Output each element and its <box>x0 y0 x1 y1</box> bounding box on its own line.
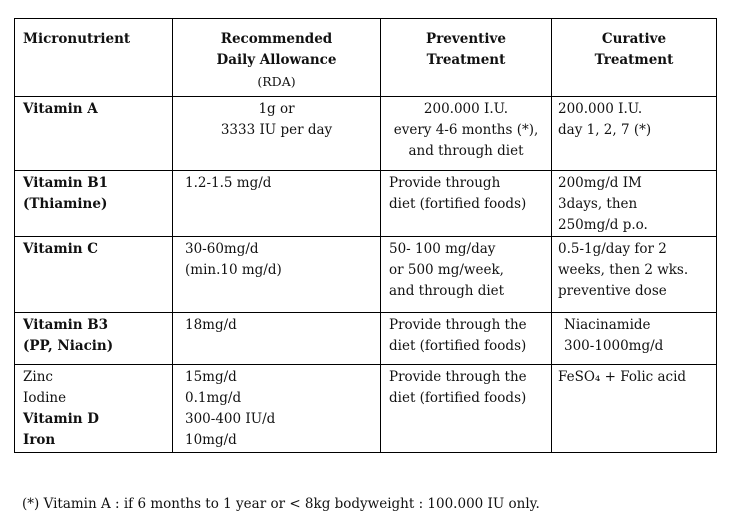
header-preventive-line2: Treatment <box>426 52 506 68</box>
cell-text: (PP, Niacin) <box>23 338 114 354</box>
header-micronutrient-text: Micronutrient <box>23 31 131 47</box>
cell-text: 200mg/d IM <box>558 175 642 191</box>
cell-text: preventive dose <box>558 283 667 299</box>
table-header-row <box>15 19 717 97</box>
cell-text: Zinc <box>23 369 53 385</box>
header-rda-sub: (RDA) <box>257 74 296 89</box>
cell-rda <box>173 313 381 365</box>
cell-text: Iron <box>23 432 56 448</box>
cell-text: weeks, then 2 wks. <box>558 262 689 278</box>
cell-text: or 500 mg/week, <box>389 262 504 278</box>
cell-preventive <box>381 97 552 171</box>
cell-micronutrient <box>15 97 173 171</box>
header-preventive <box>381 19 552 97</box>
cell-text: Niacinamide <box>564 317 651 333</box>
cell-rda <box>173 171 381 237</box>
cell-text: 3333 IU per day <box>220 122 333 138</box>
cell-text: and through diet <box>389 283 505 299</box>
cell-text: 200.000 I.U. <box>423 101 509 117</box>
cell-text: FeSO₄ + Folic acid <box>558 369 687 385</box>
cell-text: 200.000 I.U. <box>558 101 643 117</box>
cell-preventive <box>381 313 552 365</box>
cell-text: 1.2-1.5 mg/d <box>185 175 272 191</box>
cell-micronutrient <box>15 313 173 365</box>
cell-text: Vitamin B1 <box>23 175 109 191</box>
cell-text: (min.10 mg/d) <box>185 262 282 278</box>
header-curative <box>552 19 717 97</box>
header-micronutrient <box>15 19 173 97</box>
cell-text: Provide through the <box>389 369 527 385</box>
cell-rda <box>173 237 381 313</box>
header-preventive-line1: Preventive <box>426 31 506 47</box>
cell-curative <box>552 313 717 365</box>
footnote: (*) Vitamin A : if 6 months to 1 year or < 8kg bodyweight : 100.000 IU only. <box>22 496 540 512</box>
cell-micronutrient <box>15 365 173 453</box>
cell-preventive <box>381 237 552 313</box>
cell-curative <box>552 171 717 237</box>
cell-text: 0.5-1g/day for 2 <box>558 241 667 257</box>
cell-text: Vitamin B3 <box>23 317 109 333</box>
cell-text: diet (fortified foods) <box>389 390 527 406</box>
cell-text: 300-400 IU/d <box>185 411 276 427</box>
cell-text: diet (fortified foods) <box>389 196 527 212</box>
header-rda-line2: Daily Allowance <box>216 52 337 68</box>
table-row <box>15 97 717 171</box>
cell-preventive <box>381 365 552 453</box>
header-rda-line1: Recommended <box>220 31 333 47</box>
micronutrient-table <box>14 18 717 453</box>
header-rda <box>173 19 381 97</box>
cell-text: 15mg/d <box>185 369 237 385</box>
cell-text: and through diet <box>408 143 524 159</box>
cell-text: 50- 100 mg/day <box>389 241 496 257</box>
cell-text: Provide through the <box>389 317 527 333</box>
cell-preventive <box>381 171 552 237</box>
cell-text: every 4-6 months (*), <box>393 122 539 138</box>
cell-text: 0.1mg/d <box>185 390 242 406</box>
header-curative-line1: Curative <box>601 31 667 47</box>
cell-curative <box>552 237 717 313</box>
table-row <box>15 313 717 365</box>
cell-text: Provide through <box>389 175 501 191</box>
cell-text: Vitamin D <box>23 411 99 427</box>
cell-curative <box>552 365 717 453</box>
cell-curative <box>552 97 717 171</box>
cell-text: 3days, then <box>558 196 638 212</box>
cell-text: diet (fortified foods) <box>389 338 527 354</box>
table-row <box>15 237 717 313</box>
cell-text: 30-60mg/d <box>185 241 259 257</box>
cell-text: 18mg/d <box>185 317 237 333</box>
cell-text: Vitamin A <box>23 101 98 117</box>
cell-text: 10mg/d <box>185 432 237 448</box>
cell-text: Iodine <box>23 390 67 406</box>
cell-rda <box>173 365 381 453</box>
cell-text: day 1, 2, 7 (*) <box>558 122 652 138</box>
cell-micronutrient <box>15 237 173 313</box>
header-curative-line2: Treatment <box>594 52 674 68</box>
cell-rda <box>173 97 381 171</box>
cell-text: Vitamin C <box>23 241 99 257</box>
cell-text: (Thiamine) <box>23 196 108 212</box>
cell-text: 250mg/d p.o. <box>558 217 648 233</box>
cell-text: 1g or <box>258 101 295 117</box>
table-row <box>15 365 717 453</box>
cell-text: 300-1000mg/d <box>564 338 664 354</box>
cell-micronutrient <box>15 171 173 237</box>
table-row <box>15 171 717 237</box>
